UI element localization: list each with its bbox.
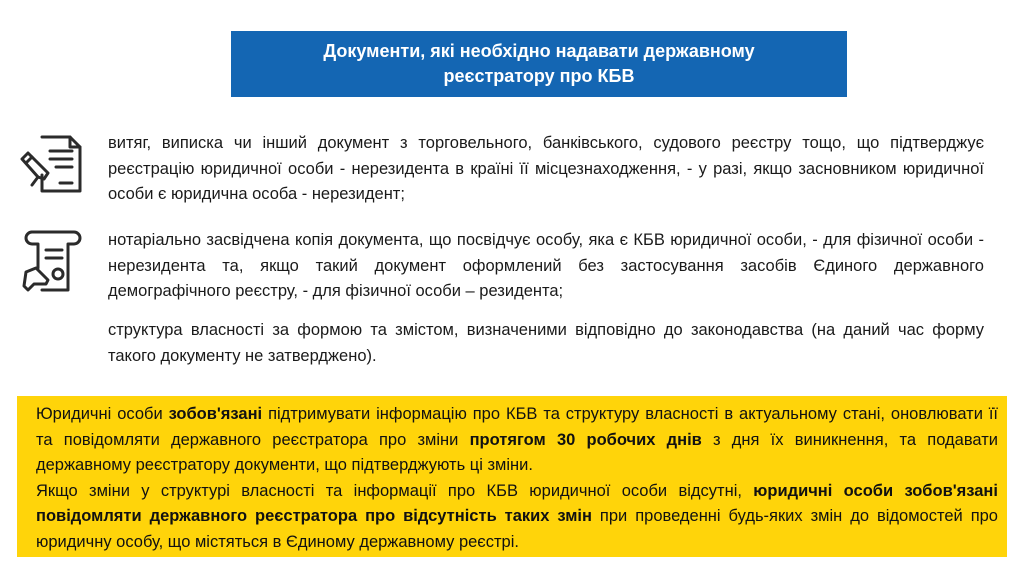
- notice-paragraph-2: [36, 479, 998, 556]
- document-item-3: структура власності за формою та змістом, визначеними відповідно до законодавства (на даний час форму такого документу не затверджено).: [108, 321, 984, 365]
- notice-obligation: зобов'язані: [168, 405, 263, 423]
- page-title: [231, 31, 847, 97]
- notice-s3: підтримувати інформацію про КБВ та структуру власності в актуальному стані, оновлювати її та повідомляти державного реєстратора про зміни: [36, 405, 999, 449]
- notice-paragraph-1: [36, 402, 998, 479]
- notice-s1: Юридичні особи: [36, 405, 169, 423]
- title-line-2: реєстратору про КБВ: [443, 66, 635, 86]
- notice-text: [36, 402, 998, 555]
- title-line-1: Документи, які необхідно надавати державному: [323, 41, 755, 61]
- notice-s8: при проведенні будь-яких змін до відомостей про юридичну особу, що містяться в Єдиному державному реєстрі.: [36, 507, 998, 551]
- notice-s5: з дня їх виникнення, та подавати державному реєстратору документи, що підтверджують ці зміни.: [36, 430, 998, 474]
- notice-s6: Якщо зміни у структурі власності та інформації про КБВ юридичної особи відсутні,: [36, 481, 754, 500]
- document-item-1: витяг, виписка чи інший документ з торговельного, банківського, судового реєстру тощо, що підтверджує реєстрацію юридичної особи - нерезидента в країні її місцезнаходження, - у разі, якщо засновником юридичної особи є юридична особа - нерезидент;: [108, 134, 984, 203]
- notice-deadline: протягом 30 робочих днів: [469, 430, 702, 449]
- contract-pen-icon: [20, 131, 84, 197]
- certificate-stamp-icon: [22, 228, 84, 296]
- document-item-2: нотаріально засвідчена копія документа, що посвідчує особу, яка є КБВ юридичної особи, - для фізичної особи - нерезидента та, якщо такий документ оформлений без застосування засобів Єдиного державного демографічного реєстру, - для фізичної особи – резидента;: [108, 231, 984, 300]
- notice-no-change-obligation: юридичні особи зобов'язані повідомляти державного реєстратора про відсутність таких змін: [36, 481, 998, 525]
